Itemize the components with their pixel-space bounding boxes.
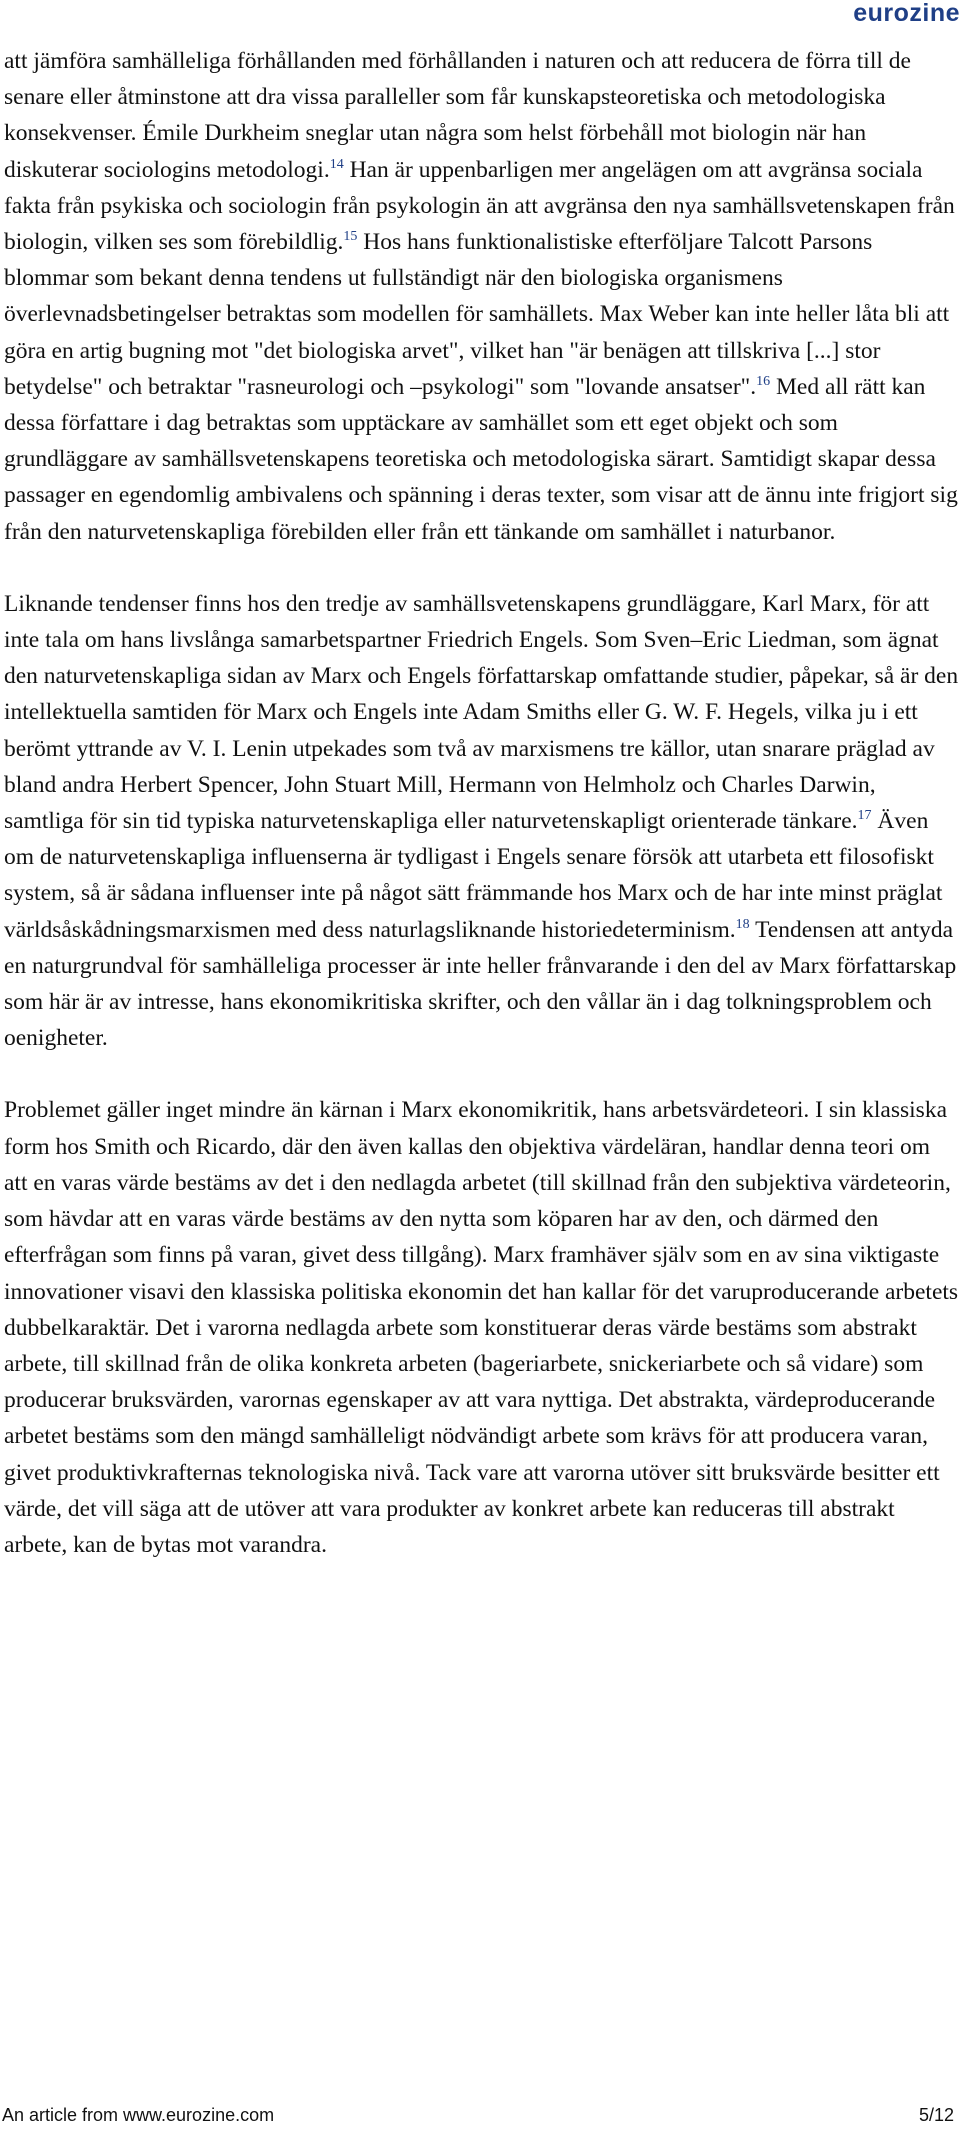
paragraph-text: Hos hans funktionalistiske efterföljare Talcott Parsons blommar som bekant denna tendens ut fullständigt när den biologiska organismens överlevnadsbetingelser betraktas som modellen för samhällets. Max Weber kan inte heller låta bli att göra en artig bugning mot "det biologiska arvet", vilket han "är benägen att tillskriva [...] stor betydelse" och betraktar "rasneurologi och –psykologi" som "lovande ansatser". — [4, 229, 950, 400]
article-body — [4, 43, 959, 1563]
paragraph-text: Tendensen att antyda en naturgrundval för samhälleliga processer är inte heller frånvarande i den del av Marx författarskap som här är av intresse, hans ekonomikritiska skrifter, och den vållar än i dag tolkningsproblem och oenigheter. — [4, 916, 957, 1052]
paragraph-text: att jämföra samhälleliga förhållanden med förhållanden i naturen och att reducera de förra till de senare eller åtminstone att dra vissa paralleller som får kunskapsteoretiska och metodologiska konsekvenser. Émile Durkheim sneglar utan några som helst förbehåll mot biologin när han diskuterar sociologins metodologi. — [4, 48, 911, 183]
footnote-ref-18[interactable]: 18 — [735, 916, 750, 932]
paragraph-text: Problemet gäller inget mindre än kärnan i Marx ekonomikritik, hans arbetsvärdeteori. I sin klassiska form hos Smith och Ricardo, där den även kallas den objektiva värdeläran, handlar denna teori om att en varas värde bestäms av det i den nedlagda arbetet (till skillnad från den subjektiva värdeteorin, som hävdar att en varas värde bestäms av den nytta som köparen har av den, och därmed den efterfrågan som finns på varan, givet dess tillgång). Marx framhäver själv som en av sina viktigaste innovationer visavi den klassiska politiska ekonomin det han kallar för det varuproducerande arbetets dubbelkaraktär. Det i varorna nedlagda arbete som konstituerar deras värde bestäms som abstrakt arbete, till skillnad från de olika konkreta arbeten (bageriarbete, snickeriarbete och så vidare) som producerar bruksvärden, varornas egenskaper av att vara nyttiga. Det abstrakta, värdeproducerande arbetet bestäms som den mängd samhälleligt nödvändigt arbete som krävs för att producera varan, givet produktivkrafternas teknologiska nivå. Tack vare att varorna utöver sitt bruksvärde besitter ett värde, det vill säga att de utöver att vara produkter av konkret arbete kan reduceras till abstrakt arbete, kan de bytas mot varandra. — [4, 1097, 959, 1558]
footnote-ref-15[interactable]: 15 — [343, 229, 358, 245]
paragraph-2 — [4, 586, 959, 1057]
page-footer — [0, 2105, 960, 2129]
footnote-ref-16[interactable]: 16 — [756, 373, 771, 389]
paragraph-1 — [4, 43, 959, 550]
footnote-ref-14[interactable]: 14 — [329, 156, 344, 172]
page-number: 5/12 — [918, 2105, 954, 2125]
paragraph-text: Även om de naturvetenskapliga influenserna är tydligast i Engels senare försök att utarbeta ett filosofiskt system, så är sådana influenser inte på något sätt främmande hos Marx och de har inte minst präglat världsåskådningsmarxismen med dess naturlagsliknande historiedeterminism. — [4, 808, 943, 943]
footnote-ref-17[interactable]: 17 — [857, 808, 872, 824]
eurozine-logo — [853, 0, 960, 26]
paragraph-text: Han är uppenbarligen mer angelägen om att avgränsa sociala fakta från psykiska och sociologin från psykologin än att avgränsa den nya samhällsvetenskapen från biologin, vilken ses som förebildlig. — [4, 156, 955, 256]
paragraph-text: Med all rätt kan dessa författare i dag betraktas som upptäckare av samhället som ett eget objekt och som grundläggare av samhällsvetenskapens teoretiska och metodologiska särart. Samtidigt skapar dessa passager en egendomlig ambivalens och spänning i deras texter, som visar att de ännu inte frigjort sig från den naturvetenskapliga förebilden eller från ett tänkande om samhället i naturbanor. — [4, 373, 958, 545]
paragraph-text: Liknande tendenser finns hos den tredje av samhällsvetenskapens grundläggare, Karl Marx, för att inte tala om hans livslånga samarbetspartner Friedrich Engels. Som Sven–Eric Liedman, som ägnat den naturvetenskapliga sidan av Marx och Engels författarskap omfattande studier, påpekar, så är den intellektuella samtiden för Marx och Engels inte Adam Smiths eller G. W. F. Hegels, vilka ju i ett berömt yttrande av V. I. Lenin utpekades som två av marxismens tre källor, utan snarare präglad av bland andra Herbert Spencer, John Stuart Mill, Hermann von Helmholz och Charles Darwin, samtliga för sin tid typiska naturvetenskapliga eller naturvetenskapligt orienterade tänkare. — [4, 590, 959, 835]
paragraph-3 — [4, 1092, 959, 1563]
logo-text: eurozine — [853, 0, 960, 27]
footer-source: An article from www.eurozine.com — [2, 2105, 275, 2125]
